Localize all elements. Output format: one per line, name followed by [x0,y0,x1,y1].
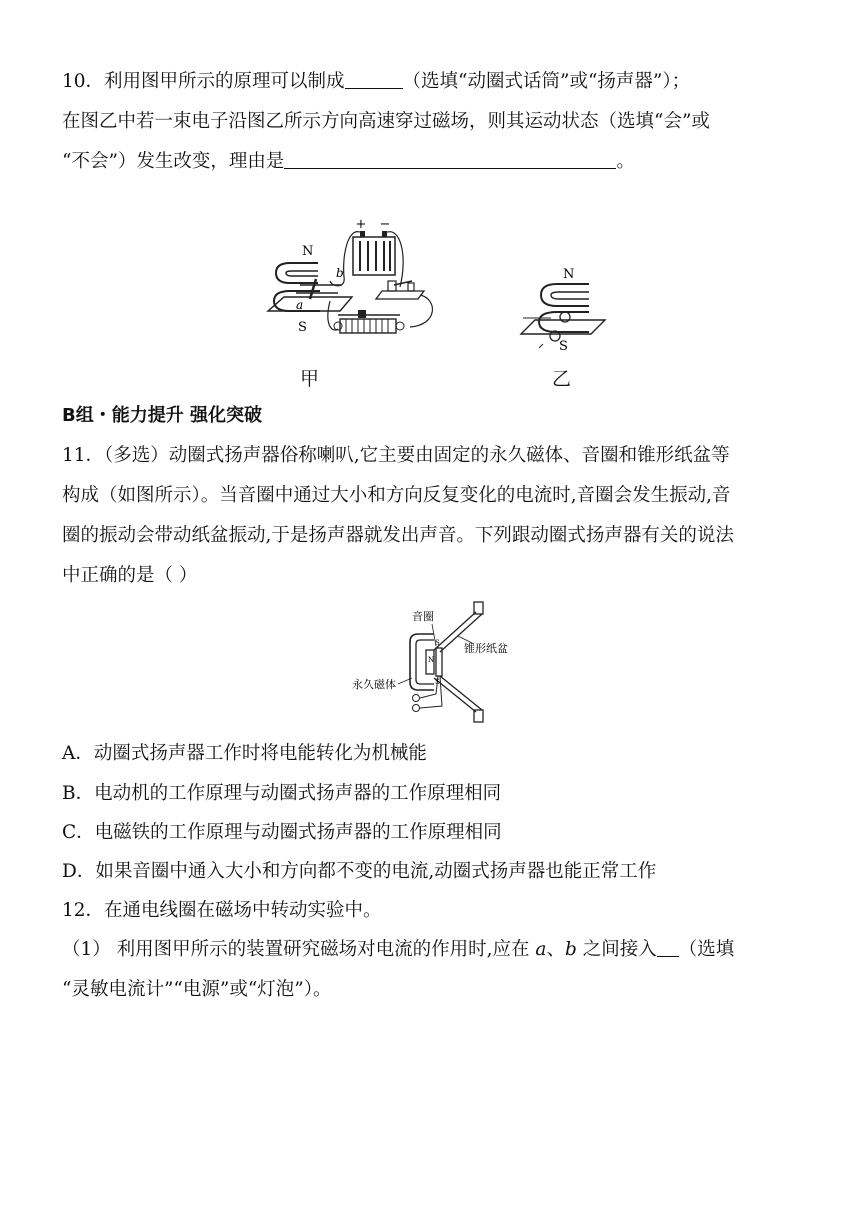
magnet-n-label-yi: N [563,267,575,282]
q11-option-d[interactable]: D．如果音圈中通入大小和方向都不变的电流,动圈式扬声器也能正常工作 [62,861,657,882]
battery-icon [353,231,395,275]
q11-option-a[interactable]: A．动圈式扬声器工作时将电能转化为机械能 [62,743,427,764]
q10-line-2: 在图乙中若一束电子沿图乙所示方向高速穿过磁场，则其运动状态（选填“会”或 [62,111,710,132]
q11-option-b[interactable]: B．电动机的工作原理与动圈式扬声器的工作原理相同 [62,783,502,804]
q12-blank-1[interactable] [657,938,679,957]
magnet-s-label-yi: S [559,339,568,354]
label-voice-coil: 音圈 [412,610,434,623]
q10-blank-2[interactable] [284,150,616,169]
q12-line-3: “灵敏电流计”“电源”或“灯泡”）。 [62,979,332,1000]
label-cone: 锥形纸盆 [464,642,508,655]
q10-blank-1[interactable] [345,70,403,89]
horseshoe-magnet-icon [539,284,589,332]
battery-minus-label: − [379,217,391,232]
terminal-a-label: a [296,298,304,312]
voice-coil-icon [436,648,442,676]
magnet-n-label-speaker: N [428,656,435,664]
q11-line-2: 构成（如图所示）。当音圈中通过大小和方向反复变化的电流时,音圈会发生振动,音 [62,485,731,506]
q10-line-1: 10．利用图甲所示的原理可以制成 （选填“动圈式话筒”或“扬声器”）； [62,71,691,92]
magnet-s-label-speaker-bottom: S [435,678,440,686]
magnet-n-label-jia: N [302,244,314,259]
switch-icon [376,281,424,299]
figure-yi-caption: 乙 [552,368,572,390]
magnet-s-label-jia: S [298,320,307,335]
q12-line-1: 12．在通电线圈在磁场中转动实验中。 [62,900,382,921]
q11-line-4: 中正确的是（ ） [62,565,198,586]
figure-jia-caption: 甲 [300,368,320,390]
section-heading: B组・能力提升 强化突破 [62,405,262,426]
q10-line-3: “不会”）发生改变，理由是 。 [62,151,635,172]
var-b: b [564,939,577,960]
q11-line-3: 圈的振动会带动纸盆振动,于是扬声器就发出声音。下列跟动圈式扬声器有关的说法 [62,525,734,546]
var-a: a [535,939,547,960]
battery-plus-label: + [355,217,367,232]
figure-jia-diagram [260,215,450,355]
magnet-s-label-speaker-top: S [435,639,440,647]
rheostat-icon [334,310,404,333]
terminal-b-label: b [336,266,344,280]
figure-yi-diagram [515,262,615,354]
speaker-diagram [348,598,518,730]
q11-option-c[interactable]: C．电磁铁的工作原理与动圈式扬声器的工作原理相同 [62,822,502,843]
q12-sub-1: （1） 利用图甲所示的装置研究磁场对电流的作用时,应在 a、b 之间接入 （选填 [62,939,735,960]
q11-line-1: 11．（多选）动圈式扬声器俗称喇叭,它主要由固定的永久磁体、音圈和锥形纸盆等 [62,445,730,466]
label-permanent-magnet: 永久磁体 [352,678,396,691]
